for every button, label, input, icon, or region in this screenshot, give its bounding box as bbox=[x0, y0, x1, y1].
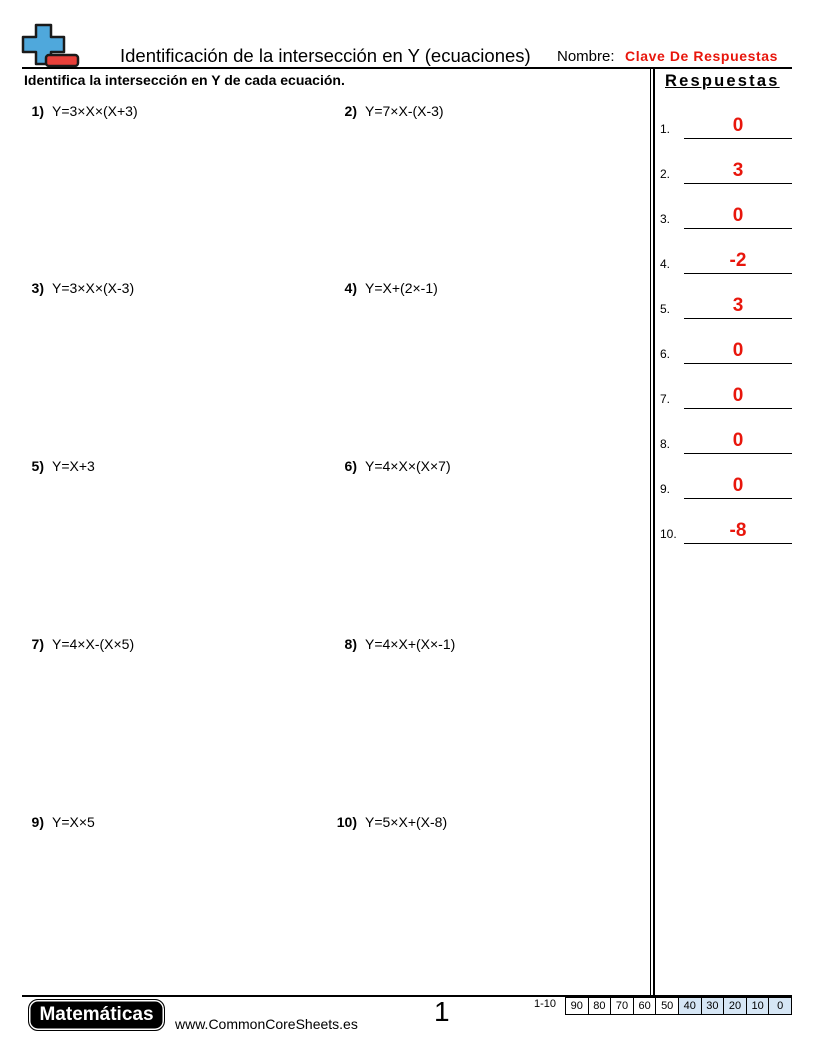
answer-value: -8 bbox=[729, 520, 747, 541]
answer-line bbox=[684, 228, 792, 229]
problem-number: 10) bbox=[336, 814, 357, 830]
header-divider bbox=[22, 67, 792, 69]
score-cell: 80 bbox=[588, 997, 612, 1015]
worksheet-title: Identificación de la intersección en Y (ecuaciones) bbox=[120, 45, 531, 66]
score-range-label: 1-10 bbox=[534, 998, 557, 1010]
score-cell: 0 bbox=[768, 997, 792, 1015]
answer-number: 4. bbox=[660, 257, 671, 271]
score-cell: 30 bbox=[701, 997, 725, 1015]
answer-value: -2 bbox=[729, 250, 747, 271]
problem-number: 6) bbox=[344, 458, 357, 474]
score-cell: 70 bbox=[610, 997, 634, 1015]
answer-number: 1. bbox=[660, 122, 671, 136]
answer-line bbox=[684, 183, 792, 184]
answer-value: 0 bbox=[732, 205, 744, 226]
answers-heading: Respuestas bbox=[665, 72, 780, 90]
plus-minus-logo-icon bbox=[20, 23, 82, 69]
answer-value: 0 bbox=[732, 385, 744, 406]
problem-number: 8) bbox=[344, 636, 357, 652]
score-cell: 50 bbox=[655, 997, 679, 1015]
site-url[interactable]: www.CommonCoreSheets.es bbox=[175, 1016, 358, 1032]
problem-number: 2) bbox=[344, 103, 357, 119]
problem-equation: Y=4×X×(X×7) bbox=[365, 458, 451, 474]
answer-value: 3 bbox=[732, 160, 744, 181]
score-cell: 60 bbox=[633, 997, 657, 1015]
problem-number: 7) bbox=[31, 636, 44, 652]
problem-equation: Y=X+(2×-1) bbox=[365, 280, 438, 296]
score-cell: 90 bbox=[565, 997, 589, 1015]
answer-line bbox=[684, 543, 792, 544]
answer-line bbox=[684, 453, 792, 454]
name-label: Nombre: bbox=[557, 48, 615, 65]
problem-number: 9) bbox=[31, 814, 44, 830]
answer-line bbox=[684, 273, 792, 274]
problem-number: 3) bbox=[31, 280, 44, 296]
answer-column-divider bbox=[653, 68, 655, 996]
instructions: Identifica la intersección en Y de cada ecuación. bbox=[24, 72, 345, 88]
answer-number: 10. bbox=[660, 527, 677, 541]
problem-equation: Y=4×X+(X×-1) bbox=[365, 636, 456, 652]
answer-number: 2. bbox=[660, 167, 671, 181]
answer-value: 3 bbox=[732, 295, 744, 316]
answer-value: 0 bbox=[732, 115, 744, 136]
page-number: 1 bbox=[434, 996, 450, 1027]
problem-equation: Y=7×X-(X-3) bbox=[365, 103, 444, 119]
problem-number: 5) bbox=[31, 458, 44, 474]
answer-number: 7. bbox=[660, 392, 671, 406]
answer-line bbox=[684, 138, 792, 139]
problem-equation: Y=5×X+(X-8) bbox=[365, 814, 448, 830]
answer-line bbox=[684, 318, 792, 319]
brand-badge: Matemáticas bbox=[28, 999, 165, 1031]
score-cell: 40 bbox=[678, 997, 702, 1015]
problem-equation: Y=X×5 bbox=[52, 814, 95, 830]
answer-number: 8. bbox=[660, 437, 671, 451]
answer-line bbox=[684, 498, 792, 499]
problem-equation: Y=3×X×(X+3) bbox=[52, 103, 138, 119]
problem-number: 4) bbox=[344, 280, 357, 296]
answer-number: 9. bbox=[660, 482, 671, 496]
answer-value: 0 bbox=[732, 475, 744, 496]
problem-equation: Y=X+3 bbox=[52, 458, 95, 474]
name-value: Clave De Respuestas bbox=[625, 48, 779, 64]
answer-number: 3. bbox=[660, 212, 671, 226]
answer-column-divider bbox=[650, 68, 652, 996]
answer-line bbox=[684, 408, 792, 409]
answer-number: 6. bbox=[660, 347, 671, 361]
problem-equation: Y=4×X-(X×5) bbox=[52, 636, 135, 652]
answer-value: 0 bbox=[732, 430, 744, 451]
answer-line bbox=[684, 363, 792, 364]
problem-equation: Y=3×X×(X-3) bbox=[52, 280, 135, 296]
score-cell: 20 bbox=[723, 997, 747, 1015]
answer-number: 5. bbox=[660, 302, 671, 316]
answer-value: 0 bbox=[732, 340, 744, 361]
problem-number: 1) bbox=[31, 103, 44, 119]
score-cell: 10 bbox=[746, 997, 770, 1015]
